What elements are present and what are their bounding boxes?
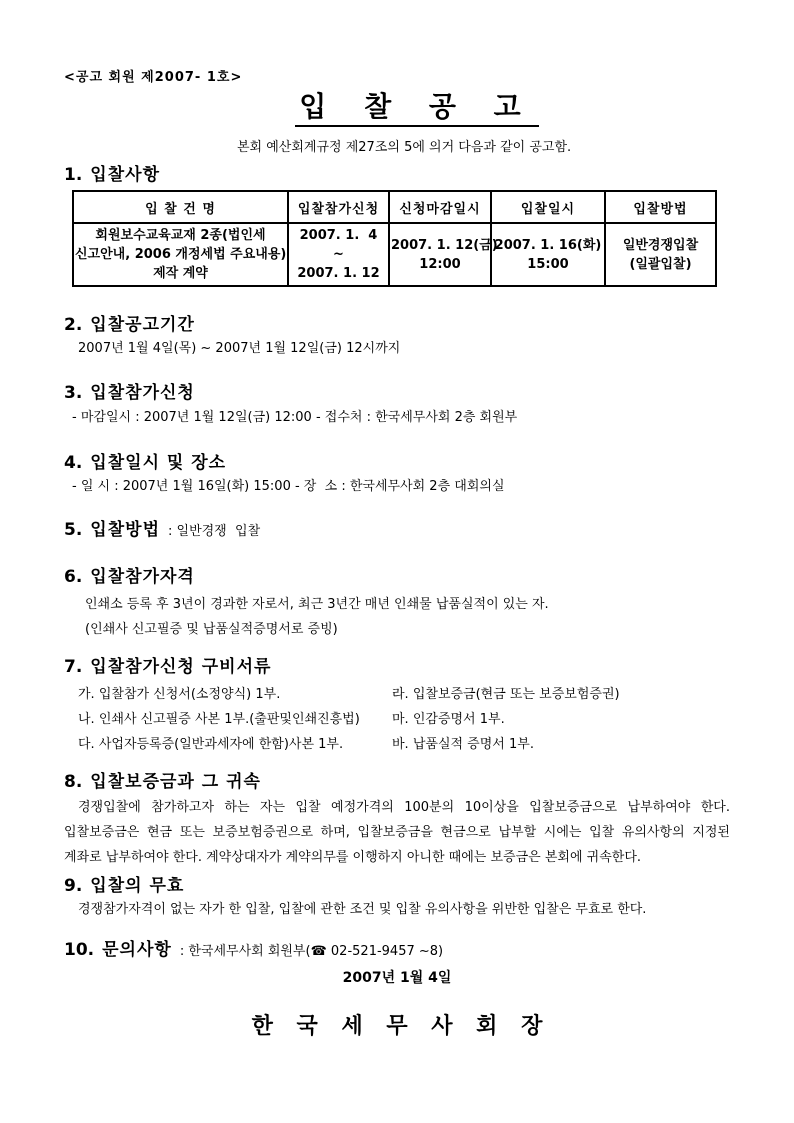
section-4-title: 입찰일시 및 장소 [90, 453, 227, 473]
section-5-number: 5. [64, 520, 83, 540]
section-4-body: - 일 시 : 2007년 1월 16일(화) 15:00 - 장 소 : 한국세무사회 2층 대회의실 [72, 479, 505, 494]
page-title: 입 찰 공 고 [295, 92, 538, 127]
requirement-row [78, 732, 730, 757]
section-3-heading [64, 383, 730, 403]
method-line: 일반경쟁입찰 [622, 237, 699, 253]
section-1-heading [64, 165, 730, 185]
section-7-heading [64, 657, 730, 677]
section-6-title: 입찰참가자격 [90, 567, 195, 587]
section-2-title: 입찰공고기간 [90, 315, 195, 335]
apply-from: 2007. 1. 4 [299, 228, 378, 243]
apply-tilde: ~ [333, 247, 344, 262]
title-wrap [64, 92, 730, 127]
section-3-title: 입찰참가신청 [90, 383, 195, 403]
col-header-bid-item: 입 찰 건 명 [73, 191, 288, 223]
section-2-body: 2007년 1월 4일(목) ~ 2007년 1월 12일(금) 12시까지 [78, 341, 401, 356]
bid-item-line: 회원보수교육교재 2종(법인세 [95, 228, 266, 243]
apply-to: 2007. 1. 12 [297, 266, 380, 281]
requirement-item: 나. 인쇄사 신고필증 사본 1부.(출판및인쇄진흥법) [78, 712, 360, 727]
col-header-method: 입찰방법 [605, 191, 716, 223]
section-5-inline-value: : 일반경쟁 입찰 [168, 524, 261, 539]
bid-time: 15:00 [527, 256, 569, 272]
section-10-contact-after: 02-521-9457 ~8) [326, 944, 444, 959]
cell-bid-item [73, 223, 288, 286]
section-6-heading [64, 567, 730, 587]
section-8-heading [64, 772, 730, 792]
section-9-number: 9. [64, 876, 83, 896]
section-3-number: 3. [64, 383, 83, 403]
bid-table [72, 190, 717, 287]
requirement-row [78, 707, 730, 732]
section-8-body: 경쟁입찰에 참가하고자 하는 자는 입찰 예정가격의 100분의 10이상을 입찰보증금으로 납부하여야 한다. 입찰보증금은 현금 또는 보증보험증권으로 하며, 입찰보증금을 현금으로 납부할 시에는 입찰 유의사항의 지정된 계좌로 납부하여야 한다. 계약상대자가 계약의무를 이행하지 아니한 때에는 보증금은 본회에 귀속한다. [64, 800, 730, 865]
section-7-number: 7. [64, 657, 83, 677]
section-2-heading [64, 315, 730, 335]
section-6-line2: (인쇄사 신고필증 및 납품실적증명서로 증빙) [85, 622, 338, 637]
intro-line: 본회 예산회계규정 제27조의 5에 의거 다음과 같이 공고함. [237, 140, 572, 155]
section-1-title: 입찰사항 [90, 165, 160, 185]
bid-item-line: 신고안내, 2006 개정세법 주요내용) [75, 247, 287, 262]
section-8-title: 입찰보증금과 그 귀속 [90, 772, 261, 792]
section-10-heading [64, 940, 730, 962]
reference-number: <공고 회원 제2007- 1호> [64, 70, 243, 85]
section-10-title: 문의사항 [102, 940, 172, 960]
announcement-date: 2007년 1월 4일 [342, 970, 452, 986]
section-9-title: 입찰의 무효 [90, 876, 185, 896]
section-4-number: 4. [64, 453, 83, 473]
section-5-heading [64, 520, 730, 542]
deadline-time: 12:00 [419, 256, 461, 272]
col-header-deadline: 신청마감일시 [389, 191, 491, 223]
section-6-number: 6. [64, 567, 83, 587]
col-header-bid-datetime: 입찰일시 [491, 191, 605, 223]
requirement-item: 라. 입찰보증금(현금 또는 보증보험증권) [392, 687, 620, 702]
bid-date: 2007. 1. 16(화) [494, 237, 602, 253]
requirement-row [78, 682, 730, 707]
bid-table-row [73, 223, 716, 286]
section-10-number: 10. [64, 940, 95, 960]
cell-deadline [389, 223, 498, 286]
bid-table-header-row [73, 191, 716, 223]
section-9-body: 경쟁참가자격이 없는 자가 한 입찰, 입찰에 관한 조건 및 입찰 유의사항을 위반한 입찰은 무효로 한다. [78, 902, 647, 917]
section-10-contact-before: : 한국세무사회 회원부( [179, 944, 311, 959]
section-8-number: 8. [64, 772, 83, 792]
section-4-heading [64, 453, 730, 473]
requirement-item: 바. 납품실적 증명서 1부. [392, 737, 534, 752]
signature-title: 한 국 세 무 사 회 장 [251, 1014, 551, 1039]
section-6-line1: 인쇄소 등록 후 3년이 경과한 자로서, 최근 3년간 매년 인쇄물 납품실적이 있는 자. [85, 597, 549, 612]
requirement-item: 가. 입찰참가 신청서(소정양식) 1부. [78, 687, 281, 702]
deadline-date: 2007. 1. 12(금) [391, 237, 498, 253]
section-2-number: 2. [64, 315, 83, 335]
section-7-title: 입찰참가신청 구비서류 [90, 657, 272, 677]
requirement-item: 다. 사업자등록증(일반과세자에 한함)사본 1부. [78, 737, 344, 752]
phone-icon: ☎ [310, 944, 327, 959]
cell-application-period [288, 223, 389, 286]
bid-item-line: 제작 계약 [153, 266, 208, 281]
section-9-heading [64, 876, 730, 896]
requirement-item: 마. 인감증명서 1부. [392, 712, 505, 727]
section-5-title: 입찰방법 [90, 520, 160, 540]
cell-bid-datetime [491, 223, 605, 286]
method-line: (일괄입찰) [629, 256, 692, 272]
section-3-body: - 마감일시 : 2007년 1월 12일(금) 12:00 - 접수처 : 한국세무사회 2층 회원부 [72, 410, 518, 425]
cell-method [605, 223, 716, 286]
section-1-number: 1. [64, 165, 83, 185]
col-header-application: 입찰참가신청 [288, 191, 389, 223]
